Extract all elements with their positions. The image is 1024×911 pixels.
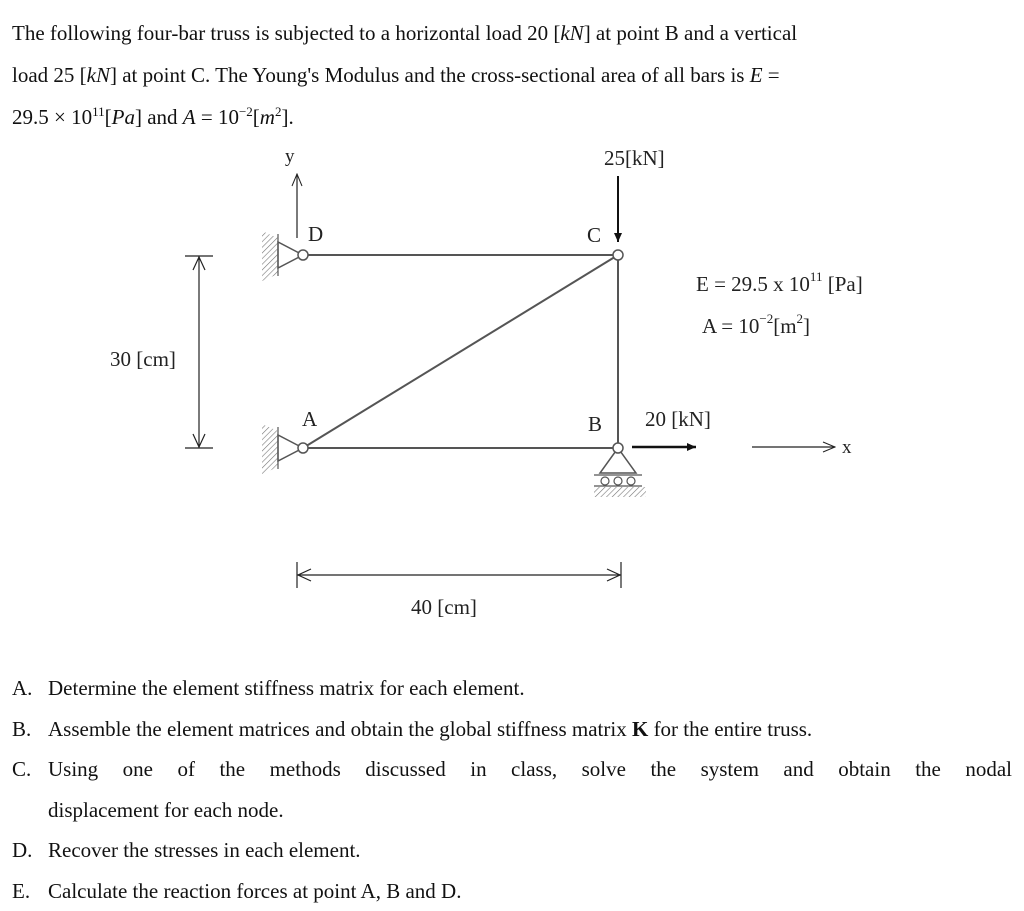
node-a-label: A — [302, 407, 318, 431]
question-letter: C. — [12, 757, 32, 781]
truss-members — [303, 255, 618, 448]
unit-exponent: 2 — [274, 104, 282, 119]
area-exponent: −2 — [238, 104, 253, 119]
question-text — [48, 709, 1012, 750]
question-letter — [12, 790, 48, 831]
prop-a-label: $A = 10^{-2}[m^2]$ — [702, 311, 811, 338]
width-dimension-label: 40 [cm] — [411, 595, 477, 619]
truss-diagram — [0, 130, 1024, 630]
question-text-part: Assemble the element matrices and obtain the global stiffness matrix — [48, 716, 632, 741]
area-value: = 10 — [195, 105, 239, 129]
x-axis-label: x — [842, 437, 852, 458]
pin-support-a — [262, 424, 303, 474]
question-text-part: for the entire truss. — [648, 716, 813, 741]
node-d-circle — [298, 250, 308, 260]
intro-line-1 — [12, 12, 1012, 54]
node-a-circle — [298, 443, 308, 453]
unit-kn: kN — [560, 21, 584, 45]
intro-line-3: $29.5 \times 10^{11}[Pa]$ and $A = 10^{-2}[m^2]$. — [12, 104, 294, 129]
roller-support-b — [594, 448, 646, 497]
vertical-load-label: 25[kN] — [604, 146, 665, 170]
intro-text: ] and — [134, 105, 183, 129]
modulus-coef: 29.5 × 10 — [12, 105, 93, 129]
node-c-circle — [613, 250, 623, 260]
question-list — [12, 668, 1012, 911]
node-b-circle — [613, 443, 623, 453]
intro-line-2 — [12, 54, 1012, 96]
pin-support-d — [262, 231, 303, 281]
question-d — [12, 830, 1012, 871]
height-dimension-label: 30 [cm] — [110, 347, 176, 371]
question-text: Using one of the methods discussed in class, solve the system and obtain the nodal — [48, 757, 1012, 781]
node-c-label: C — [587, 223, 602, 247]
question-text: displacement for each node. — [48, 797, 284, 822]
question-text: Recover the stresses in each element. — [48, 838, 361, 862]
node-d-label: D — [308, 222, 324, 246]
intro-text: ]. — [281, 105, 294, 129]
modulus-exponent: 11 — [92, 104, 105, 119]
prop-e-label: E = 29.5 x $10^{11}$ [Pa] — [696, 269, 863, 296]
unit-pa: Pa — [111, 105, 135, 129]
symbol-e: E — [749, 63, 763, 87]
question-letter: E. — [12, 878, 31, 903]
question-e — [12, 871, 1012, 911]
horizontal-load-label: 20 [kN] — [645, 407, 711, 431]
question-text: Determine the element stiffness matrix for each element. — [48, 676, 525, 700]
question-c-continued — [12, 790, 1012, 831]
matrix-k-symbol: K — [631, 716, 649, 741]
problem-statement — [12, 12, 1012, 138]
intro-text: ] at point B and a vertical — [583, 21, 798, 45]
intro-text: load 25 [ — [12, 63, 87, 87]
question-letter: B. — [12, 716, 32, 741]
node-b-label: B — [588, 412, 603, 436]
width-dimension — [297, 562, 621, 619]
unit-m: m — [259, 105, 275, 129]
question-b — [12, 709, 1012, 750]
question-letter: D. — [12, 838, 33, 862]
intro-text: The following four-bar truss is subjected to a horizontal load 20 [ — [12, 21, 561, 45]
question-c — [12, 749, 1012, 790]
question-text: Calculate the reaction forces at point A, B and D. — [48, 878, 462, 903]
equals-sign: = — [767, 63, 780, 87]
unit-kn: kN — [86, 63, 110, 87]
member-ac — [303, 255, 618, 448]
symbol-a: A — [182, 105, 196, 129]
height-dimension — [110, 256, 213, 448]
intro-text: ] at point C. The Young's Modulus and the cross-sectional area of all bars is — [109, 63, 750, 87]
question-a — [12, 668, 1012, 709]
question-letter: A. — [12, 676, 33, 700]
y-axis-label: y — [285, 146, 295, 167]
